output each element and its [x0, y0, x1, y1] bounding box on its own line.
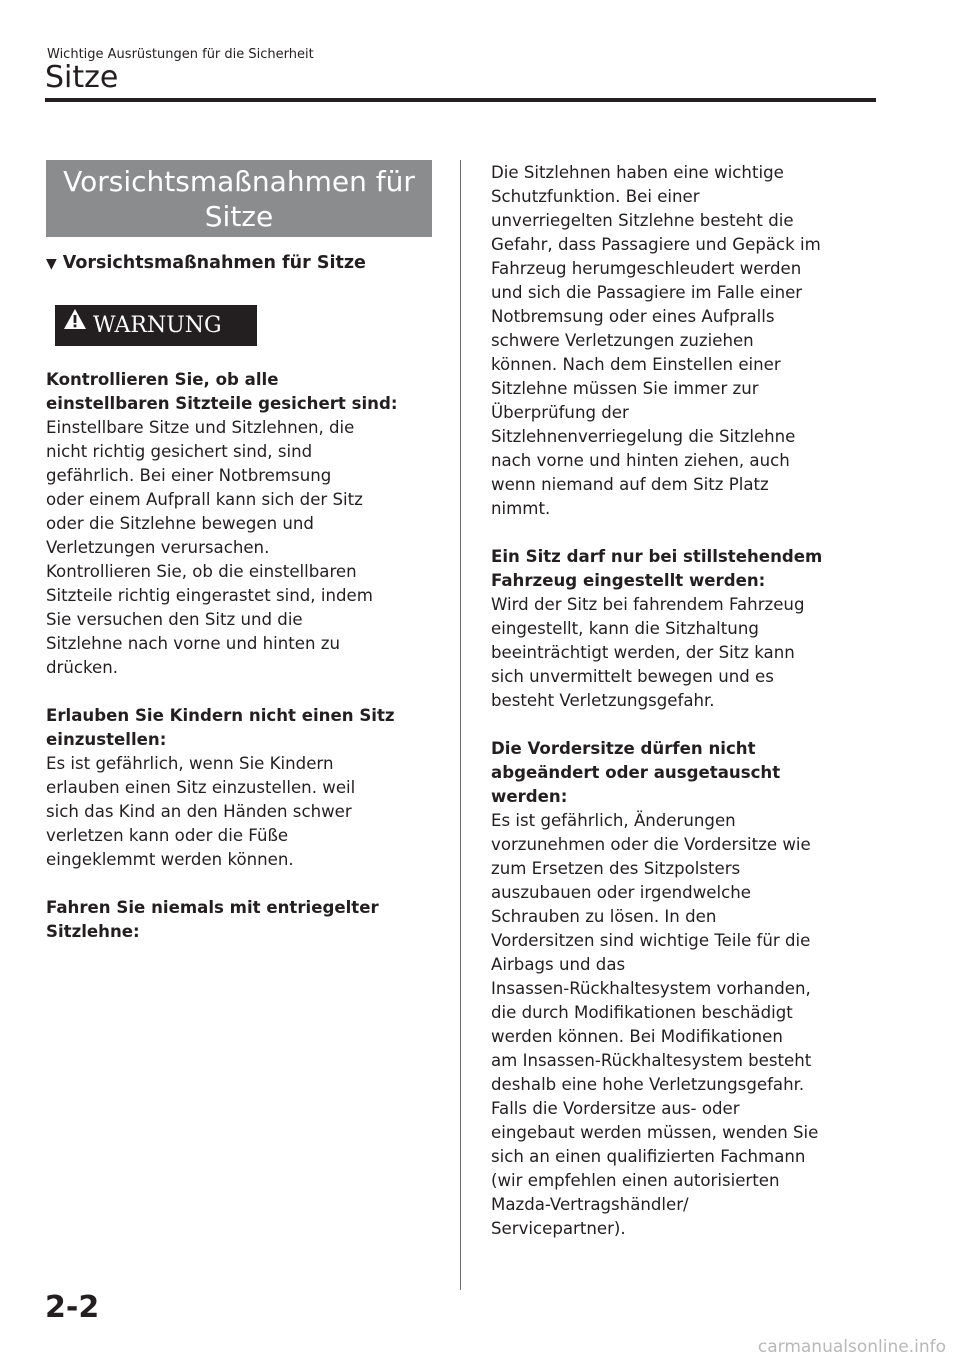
section-title: Vorsichtsmaßnahmen für Sitze	[63, 165, 415, 233]
warning-badge	[55, 305, 257, 346]
page-number: 2-2	[45, 1290, 100, 1325]
warning-triangle-icon	[63, 303, 87, 344]
warning-label: WARNUNG	[93, 313, 222, 338]
right-text	[491, 161, 886, 1241]
breadcrumb: Wichtige Ausrüstungen für die Sicherheit	[47, 47, 314, 62]
header-divider	[45, 98, 876, 102]
left-text	[46, 368, 432, 944]
right-column	[491, 161, 886, 1241]
triangle-down-icon: ▼	[46, 256, 57, 272]
subheading	[46, 250, 432, 277]
column-divider	[460, 160, 461, 1290]
block-heading: Die Vordersitze dürfen nicht abgeändert oder ausgetauscht werden:	[491, 739, 781, 806]
block-body: Es ist gefährlich, wenn Sie Kindern erlauben einen Sitz einzustellen. weil sich das Kind an den Händen schwer verletzen kann oder die Füße eingeklemmt werden können.	[46, 754, 356, 869]
page-title: Sitze	[45, 60, 119, 95]
block-body: Einstellbare Sitze und Sitzlehnen, die nicht richtig gesichert sind, sind gefährlich. Bei einer Notbremsung oder einem Aufprall kann sich der Sitz oder die Sitzlehne bewegen und Verletzungen verursachen. Kontrollieren Sie, ob die einstellbaren Sitzteile richtig eingerastet sind, indem Sie versuchen den Sitz und die Sitzlehne nach vorne und hinten zu drücken.	[46, 418, 373, 677]
left-column	[46, 160, 432, 944]
block-heading: Fahren Sie niemals mit entriegelter Sitzlehne:	[46, 898, 379, 941]
watermark: carmanualsonline.info	[757, 1337, 946, 1357]
block-body: Wird der Sitz bei fahrendem Fahrzeug eingestellt, kann die Sitzhaltung beeinträchtigt werden, der Sitz kann sich unvermittelt bewegen und es besteht Verletzungsgefahr.	[491, 595, 805, 710]
block-heading: Ein Sitz darf nur bei stillstehendem Fahrzeug eingestellt werden:	[491, 547, 823, 590]
block-heading: Kontrollieren Sie, ob alle einstellbaren Sitzteile gesichert sind:	[46, 370, 398, 413]
subheading-text: Vorsichtsmaßnahmen für Sitze	[62, 253, 366, 273]
block-body: Es ist gefährlich, Änderungen vorzunehmen oder die Vordersitze wie zum Ersetzen des Sitzpolsters auszubauen oder irgendwelche Schrauben zu lösen. In den Vordersitzen sind wichtige Teile für die Airbags und das Insassen-Rückhaltesystem vorhanden, die durch Modifikationen beschädigt werden können. Bei Modifikationen am Insassen-Rückhaltesystem besteht deshalb eine hohe Verletzungsgefahr. Falls die Vordersitze aus- oder eingebaut werden müssen, wenden Sie sich an einen qualifizierten Fachmann (wir empfehlen einen autorisierten Mazda-Vertragshändler/ Servicepartner).	[491, 811, 819, 1238]
block-heading: Erlauben Sie Kindern nicht einen Sitz einzustellen:	[46, 706, 395, 749]
section-title-box	[46, 160, 432, 237]
block-body: Die Sitzlehnen haben eine wichtige Schutzfunktion. Bei einer unverriegelten Sitzlehne besteht die Gefahr, dass Passagiere und Gepäck im Fahrzeug herumgeschleudert werden und sich die Passagiere im Falle einer Notbremsung oder eines Aufpralls schwere Verletzungen zuziehen können. Nach dem Einstellen einer Sitzlehne müssen Sie immer zur Überprüfung der Sitzlehnenverriegelung die Sitzlehne nach vorne und hinten ziehen, auch wenn niemand auf dem Sitz Platz nimmt.	[491, 163, 821, 518]
